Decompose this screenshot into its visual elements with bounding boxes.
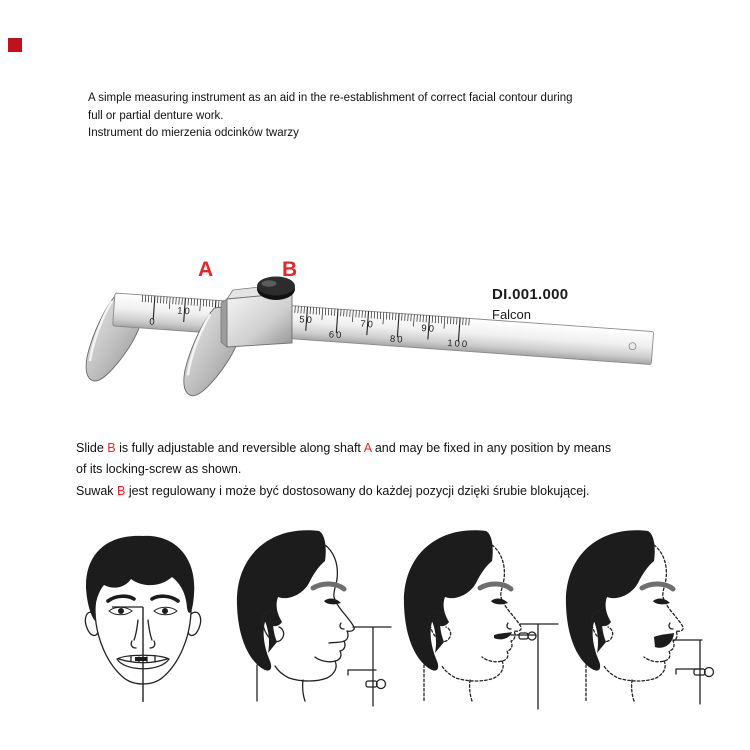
scale-number-90: 90 [420, 323, 437, 336]
text-segment: jest regulowany i może być dostosowany do każdej pozycji dzięki śrubie blokującej. [125, 484, 590, 498]
text-segment: Slide [76, 441, 108, 455]
usage-line-1 [76, 438, 724, 459]
label-shaft-a: A [198, 258, 214, 281]
open-mouth [494, 632, 512, 639]
product-code: DI.001.000 [492, 286, 569, 303]
scale-number-80: 80 [389, 333, 405, 346]
scale-number-70: 70 [359, 318, 376, 331]
intro-line-3: Instrument do mierzenia odcinków twarzy [88, 127, 299, 139]
scale-number-50: 50 [298, 314, 315, 327]
scale-number-100: 100 [446, 337, 470, 351]
red-letter: B [107, 441, 116, 455]
usage-line-pl [76, 481, 724, 502]
figure-profile-slide-at-lips [380, 523, 560, 713]
red-letter: A [363, 441, 372, 455]
product-info [492, 286, 568, 322]
slide-block [221, 277, 295, 348]
intro-line-1: A simple measuring instrument as an aid in the re-establishment of correct facial contour during [88, 92, 573, 104]
instrument-illustration [50, 243, 745, 418]
intro-line-2: full or partial denture work. [88, 109, 224, 122]
usage-line-2: of its locking-screw as shown. [76, 462, 242, 476]
measuring-lines [673, 640, 714, 704]
figure-front-face [55, 528, 230, 713]
label-slide-b: B [282, 258, 298, 281]
open-mouth [654, 633, 674, 648]
usage-description [76, 438, 724, 502]
intro-text [88, 90, 573, 143]
hanging-hole [629, 342, 636, 349]
text-segment: and may be fixed in any position by means [371, 441, 612, 455]
page-corner-marker [8, 38, 22, 52]
text-segment: Suwak [76, 484, 117, 498]
figure-profile-open-mouth [542, 523, 722, 713]
text-segment: is fully adjustable and reversible along shaft [115, 441, 364, 455]
product-name: Falcon [492, 307, 532, 322]
scale-number-0: 0 [148, 316, 158, 329]
scale-number-10: 10 [176, 305, 193, 318]
red-letter: B [117, 484, 126, 498]
figure-profile-closed [213, 523, 393, 713]
scale-number-60: 60 [328, 329, 344, 342]
